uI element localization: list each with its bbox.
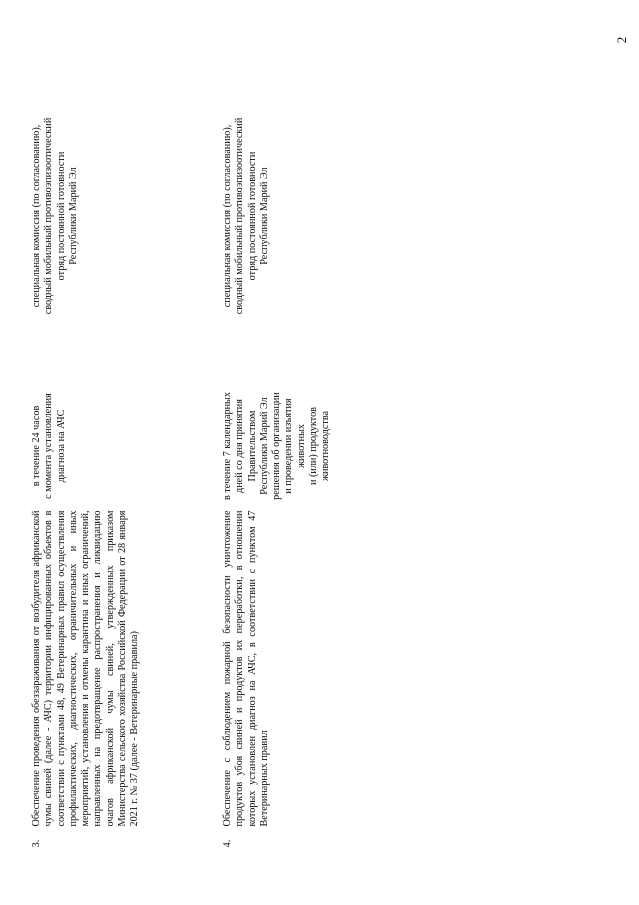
measures-table [0, 47, 342, 858]
table-row [0, 48, 27, 858]
executors-text [0, 48, 27, 385]
row-number [0, 830, 27, 858]
table-row [27, 48, 218, 858]
table-row [218, 48, 342, 858]
executors-text: специальная комиссия (по согласованию), сводный мобильный противоэпизоотический отряд постоянной готовности Республики Марий Эл [31, 117, 79, 315]
deadline-text: в течение 24 часов с момента установления диагноза на АЧС [31, 393, 67, 499]
executors-text: специальная комиссия (по согласованию), сводный мобильный противоэпизоотический отряд постоянной готовности Республики Марий Эл [222, 117, 270, 315]
row-number: 3. [31, 839, 42, 848]
deadline-text [0, 385, 27, 508]
measure-text [0, 508, 27, 830]
document-sheet [0, 48, 394, 858]
measure-text: Обеспечение с соблюдением пожарной безопасности уничтожение продуктов убоя свиней и продуктов их переработки, в отношении которых установлен диагноз на АЧС, в соответствии с пунктом 47 Ветеринарных правил [222, 510, 270, 827]
measure-text: Обеспечение проведения обеззараживания от возбудителя африканской чумы свиней (далее - АЧС) территории инфицированных объектов в соответствии с пунктами 48, 49 Ветеринарных правил осуществления профилактических, диагностических, ограничительных и иных мероприятий, установления и отмены карантина и иных ограничений, направленных на предотвращение распространения и ликвидацию очагов африканской чумы свиней, утвержденных приказом Министерства сельского хозяйства Российской Федерации от 28 января 2021 г. № 37 (далее - Ветеринарные правила) [31, 510, 141, 827]
deadline-text: в течение 7 календарных дней со дня принятия Правительством Республики Марий Эл решения об организации и проведении изъятия животных и (или) продуктов животноводства [222, 392, 332, 500]
page-number: 2 [614, 36, 629, 44]
row-number: 4. [222, 839, 233, 848]
